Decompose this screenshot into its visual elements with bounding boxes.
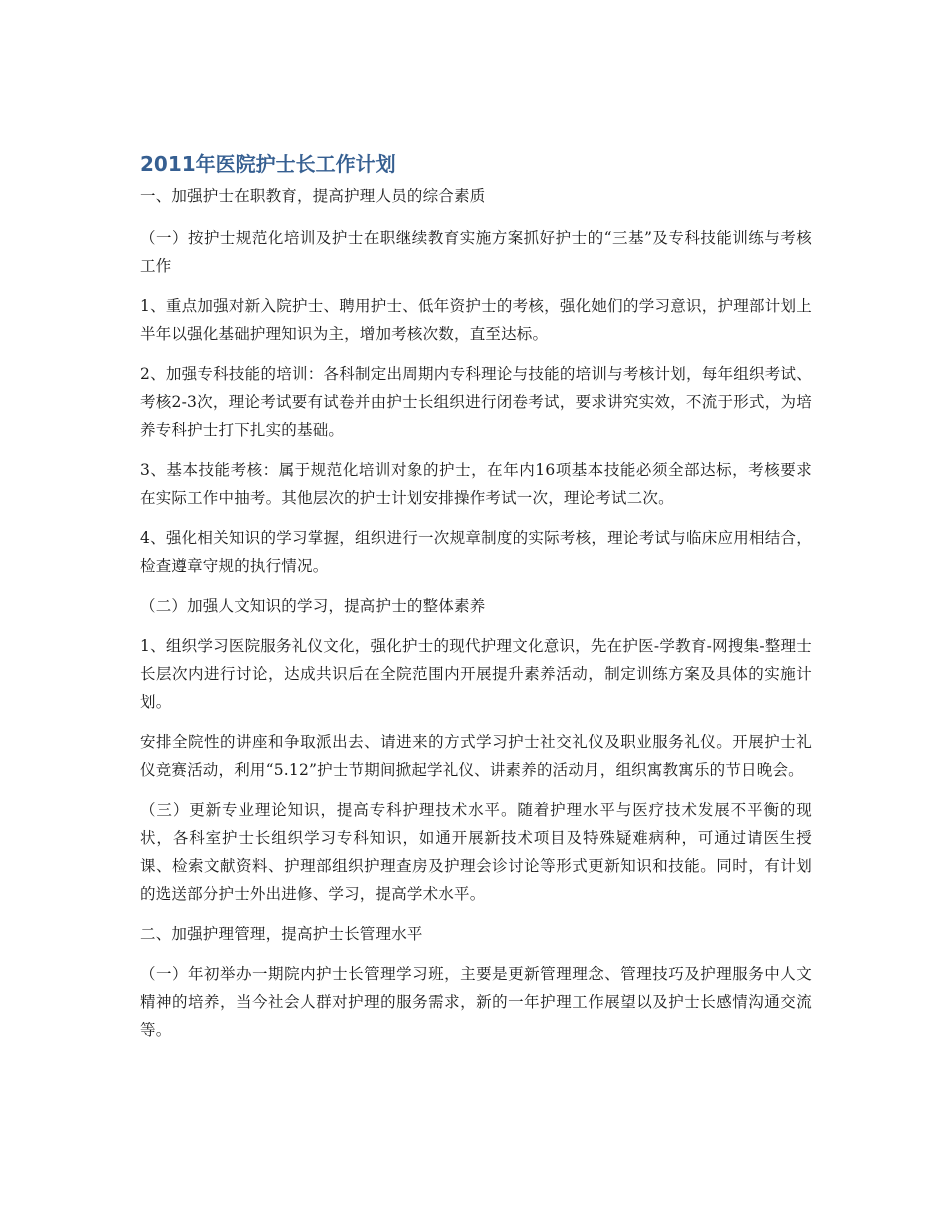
paragraph-item-4: 4、强化相关知识的学习掌握，组织进行一次规章制度的实际考核，理论考试与临床应用相结合，检查遵章守规的执行情况。 <box>140 529 812 575</box>
paragraph-item-3: 3、基本技能考核：属于规范化培训对象的护士，在年内16项基本技能必须全部达标，考核要求在实际工作中抽考。其他层次的护士计划安排操作考试一次，理论考试二次。 <box>140 461 812 507</box>
section-heading-1: 一、加强护士在职教育，提高护理人员的综合素质 <box>140 187 486 205</box>
section-heading-2: 二、加强护理管理，提高护士长管理水平 <box>140 925 423 943</box>
subsection-heading-1-1: （一）按护士规范化培训及护士在职继续教育实施方案抓好护士的“三基”及专科技能训练与考核工作 <box>140 229 812 275</box>
paragraph-etiquette-1: 1、组织学习医院服务礼仪文化，强化护士的现代护理文化意识，先在护医-学教育-网搜集-整理士长层次内进行讨论，达成共识后在全院范围内开展提升素养活动，制定训练方案及具体的实施计划。 <box>140 637 812 711</box>
subsection-heading-1-3: （三）更新专业理论知识，提高专科护理技术水平。随着护理水平与医疗技术发展不平衡的现状，各科室护士长组织学习专科知识，如通开展新技术项目及特殊疑难病种，可通过请医生授课、检索文献资料、护理部组织护理查房及护理会诊讨论等形式更新知识和技能。同时，有计划的选送部分护士外出进修、学习，提高学术水平。 <box>140 801 812 903</box>
document-title: 2011年医院护士长工作计划 <box>140 152 396 176</box>
subsection-heading-2-1: （一）年初举办一期院内护士长管理学习班，主要是更新管理理念、管理技巧及护理服务中人文精神的培养，当今社会人群对护理的服务需求，新的一年护理工作展望以及护士长感情沟通交流等。 <box>140 965 812 1039</box>
subsection-heading-1-2: （二）加强人文知识的学习，提高护士的整体素养 <box>140 597 486 615</box>
document-page <box>140 150 812 1056</box>
paragraph-item-1: 1、重点加强对新入院护士、聘用护士、低年资护士的考核，强化她们的学习意识，护理部计划上半年以强化基础护理知识为主，增加考核次数，直至达标。 <box>140 297 812 343</box>
paragraph-item-2: 2、加强专科技能的培训：各科制定出周期内专科理论与技能的培训与考核计划，每年组织考试、考核2-3次，理论考试要有试卷并由护士长组织进行闭卷考试，要求讲究实效，不流于形式，为培养专科护士打下扎实的基础。 <box>140 365 812 439</box>
paragraph-etiquette-2: 安排全院性的讲座和争取派出去、请进来的方式学习护士社交礼仪及职业服务礼仪。开展护士礼仪竞赛活动，利用“5.12”护士节期间掀起学礼仪、讲素养的活动月，组织寓教寓乐的节日晚会。 <box>140 733 812 779</box>
